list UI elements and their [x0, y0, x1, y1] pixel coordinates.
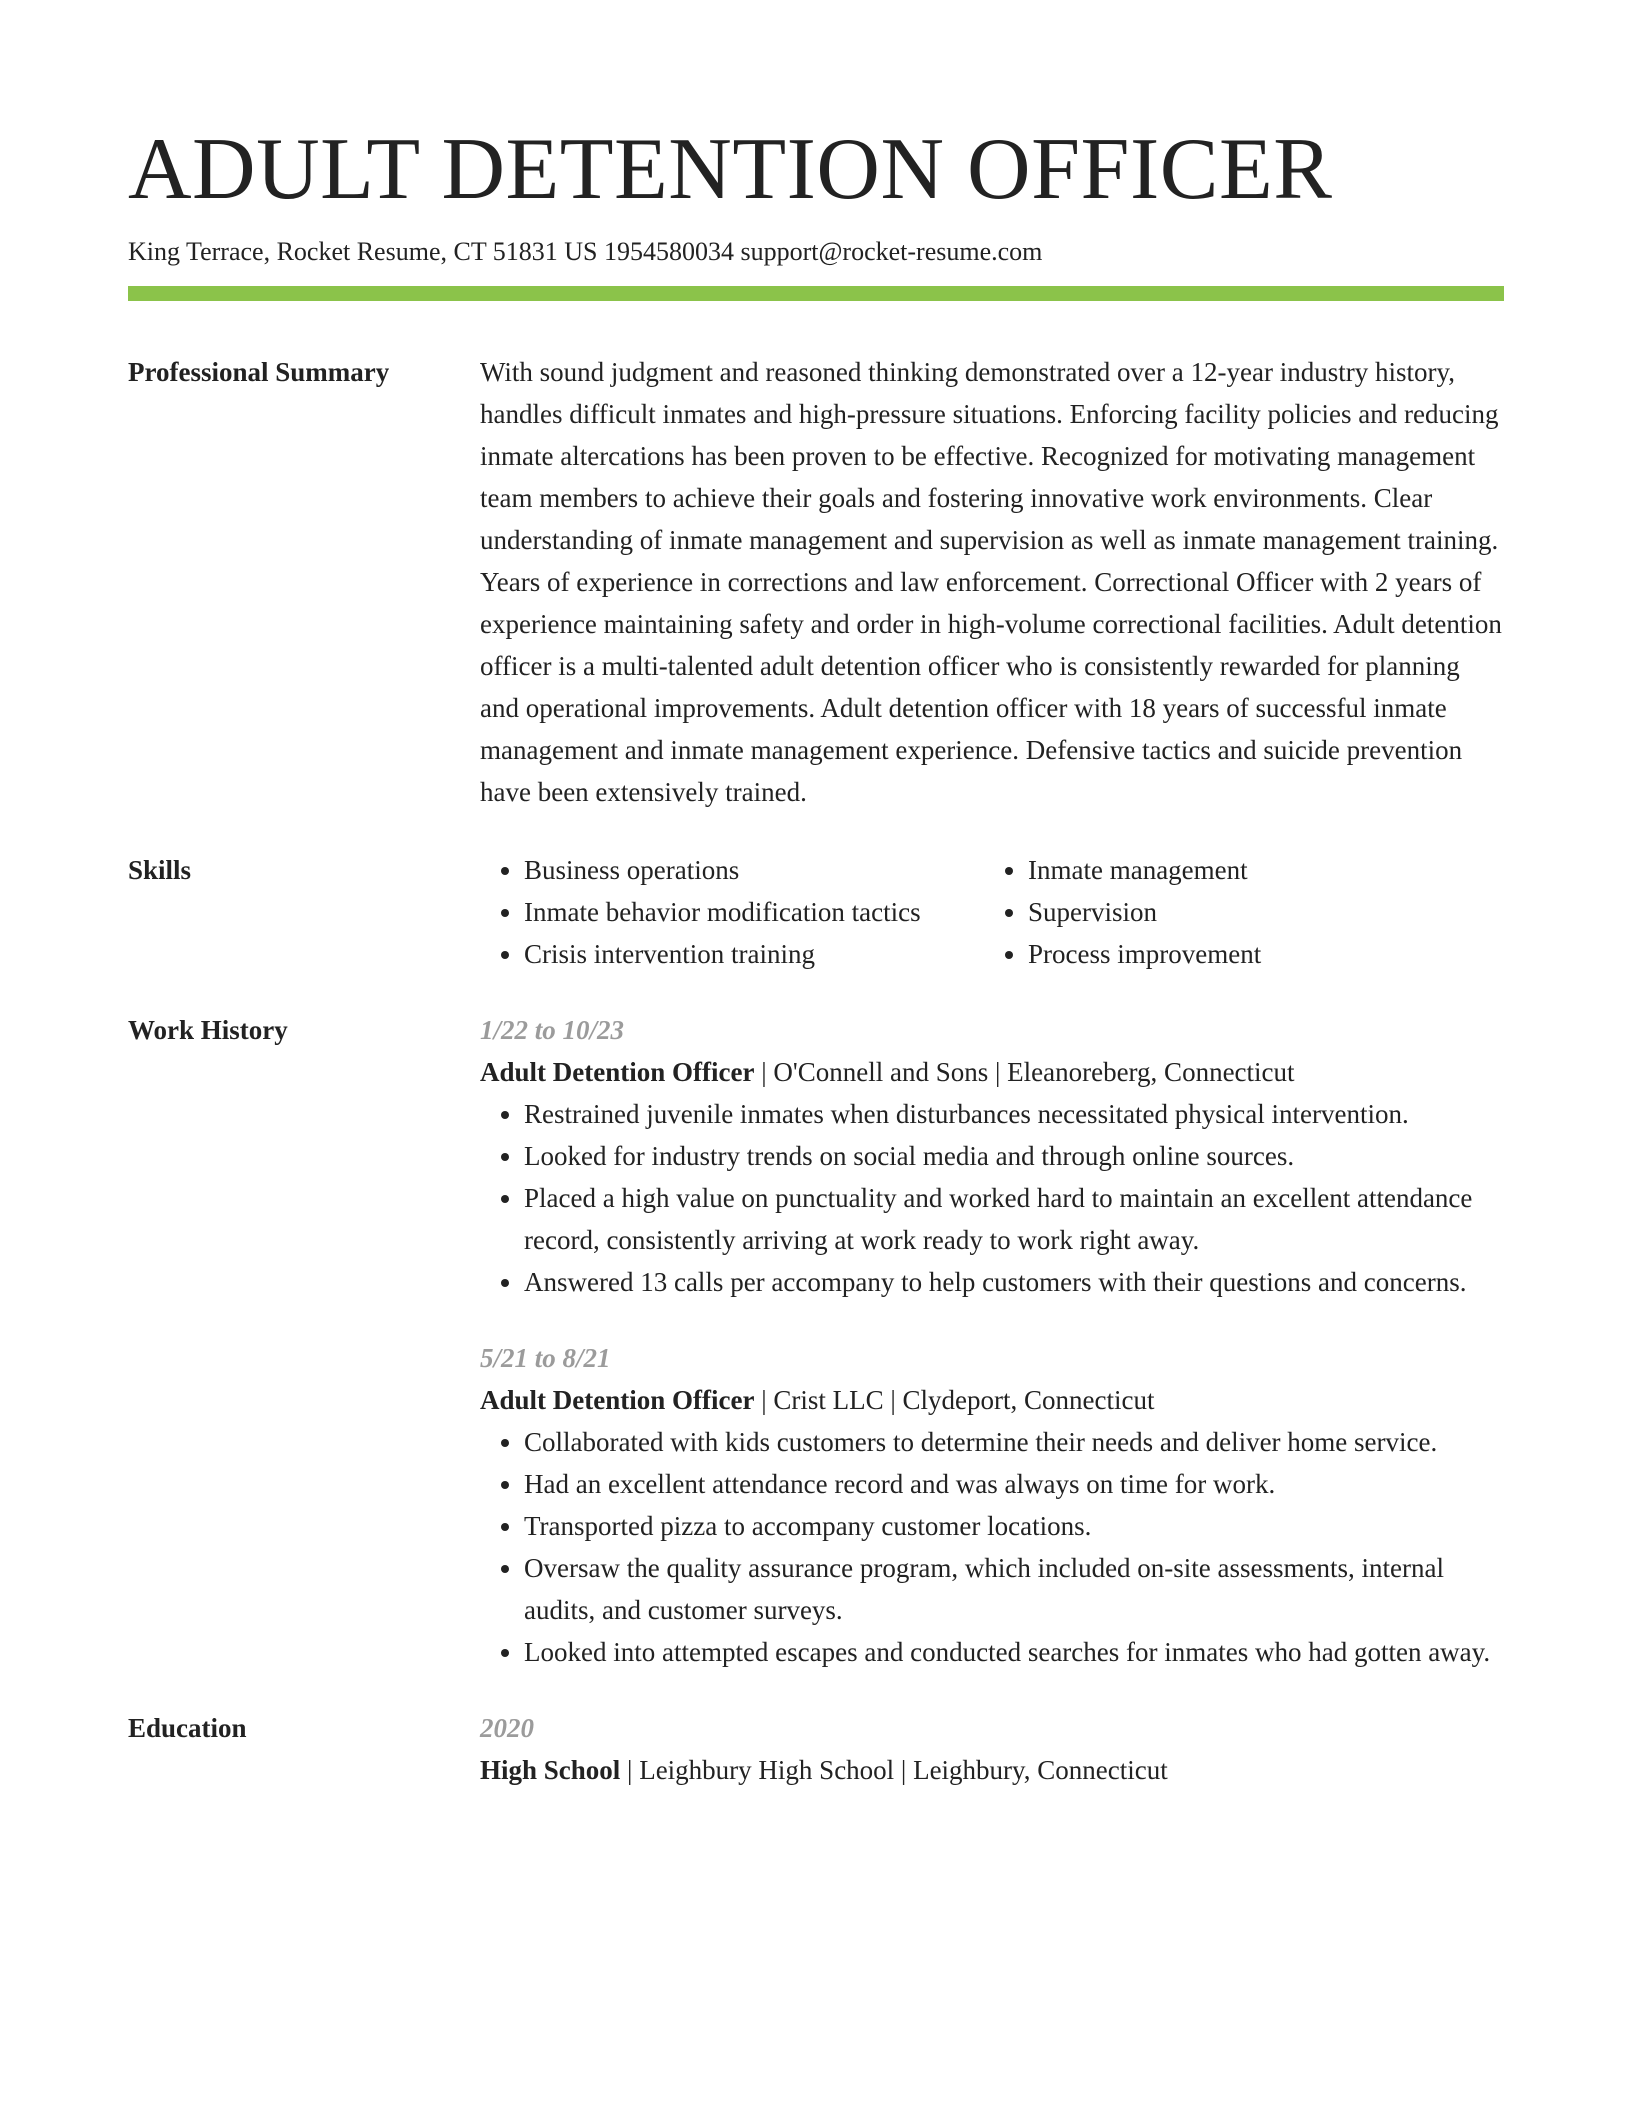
section-heading-skills: Skills [128, 855, 192, 885]
job-bullets [480, 1093, 1504, 1303]
job-bullets [480, 1421, 1504, 1673]
job-date: 5/21 to 8/21 [480, 1343, 611, 1373]
education-section [128, 1707, 1504, 1791]
job-title: Adult Detention Officer [480, 1385, 755, 1415]
skills-column-1 [480, 849, 984, 975]
education-school-details: | Leighbury High School | Leighbury, Connecticut [620, 1755, 1168, 1785]
job-bullet: • Collaborated with kids customers to determine their needs and deliver home service. [524, 1421, 1504, 1463]
resume-name: ADULT DETENTION OFFICER [128, 121, 1333, 218]
skill-item: • Crisis intervention training [524, 933, 984, 975]
skill-item: • Inmate management [1028, 849, 1488, 891]
work-history-section [128, 1009, 1504, 1673]
skill-item: • Business operations [524, 849, 984, 891]
skill-item: • Inmate behavior modification tactics [524, 891, 984, 933]
job-entry [480, 1337, 1504, 1673]
accent-divider [128, 286, 1504, 301]
job-bullet: • Restrained juvenile inmates when disturbances necessitated physical intervention. [524, 1093, 1504, 1135]
summary-text: With sound judgment and reasoned thinking demonstrated over a 12-year industry history, handles difficult inmates and high-pressure situations. Enforcing facility policies and reducing inmate altercations has been proven to be effective. Recognized for motivating management team members to achieve their goals and fostering innovative work environments. Clear understanding of inmate management and supervision as well as inmate management training. Years of experience in corrections and law enforcement. Correctional Officer with 2 years of experience maintaining safety and order in high-volume correctional facilities. Adult detention officer is a multi-talented adult detention officer who is consistently rewarded for planning and operational improvements. Adult detention officer with 18 years of successful inmate management and inmate management experience. Defensive tactics and suicide prevention have been extensively trained. [480, 357, 1502, 807]
skill-item: • Process improvement [1028, 933, 1488, 975]
job-title: Adult Detention Officer [480, 1057, 755, 1087]
job-entry [480, 1009, 1504, 1303]
job-title-line [480, 1379, 1504, 1421]
work-history-body [480, 1009, 1504, 1673]
education-body [480, 1707, 1504, 1791]
contact-line: King Terrace, Rocket Resume, CT 51831 US 1954580034 support@rocket-resume.com [128, 237, 1043, 266]
job-bullet: • Transported pizza to accompany customer locations. [524, 1505, 1504, 1547]
job-bullet: • Looked into attempted escapes and conducted searches for inmates who had gotten away. [524, 1631, 1504, 1673]
section-heading-work-history: Work History [128, 1015, 288, 1045]
job-date: 1/22 to 10/23 [480, 1015, 625, 1045]
skill-item: • Supervision [1028, 891, 1488, 933]
job-title-line [480, 1051, 1504, 1093]
job-bullet: • Looked for industry trends on social media and through online sources. [524, 1135, 1504, 1177]
job-bullet: • Oversaw the quality assurance program, which included on-site assessments, internal audits, and customer surveys. [524, 1547, 1504, 1631]
job-bullet: • Had an excellent attendance record and was always on time for work. [524, 1463, 1504, 1505]
job-bullet: • Placed a high value on punctuality and worked hard to maintain an excellent attendance record, consistently arriving at work ready to work right away. [524, 1177, 1504, 1261]
section-heading-education: Education [128, 1713, 247, 1743]
job-employer-details: | Crist LLC | Clydeport, Connecticut [754, 1385, 1155, 1415]
education-degree: High School [480, 1755, 621, 1785]
section-heading-summary: Professional Summary [128, 357, 390, 387]
job-bullet: • Answered 13 calls per accompany to help customers with their questions and concerns. [524, 1261, 1504, 1303]
skills-section [128, 849, 1504, 975]
job-employer-details: | O'Connell and Sons | Eleanoreberg, Connecticut [754, 1057, 1295, 1087]
education-line [480, 1749, 1504, 1791]
skills-grid [480, 849, 1504, 975]
summary-section [128, 351, 1504, 813]
resume-page [128, 118, 1504, 1791]
skills-column-2 [984, 849, 1488, 975]
education-date: 2020 [480, 1713, 534, 1743]
